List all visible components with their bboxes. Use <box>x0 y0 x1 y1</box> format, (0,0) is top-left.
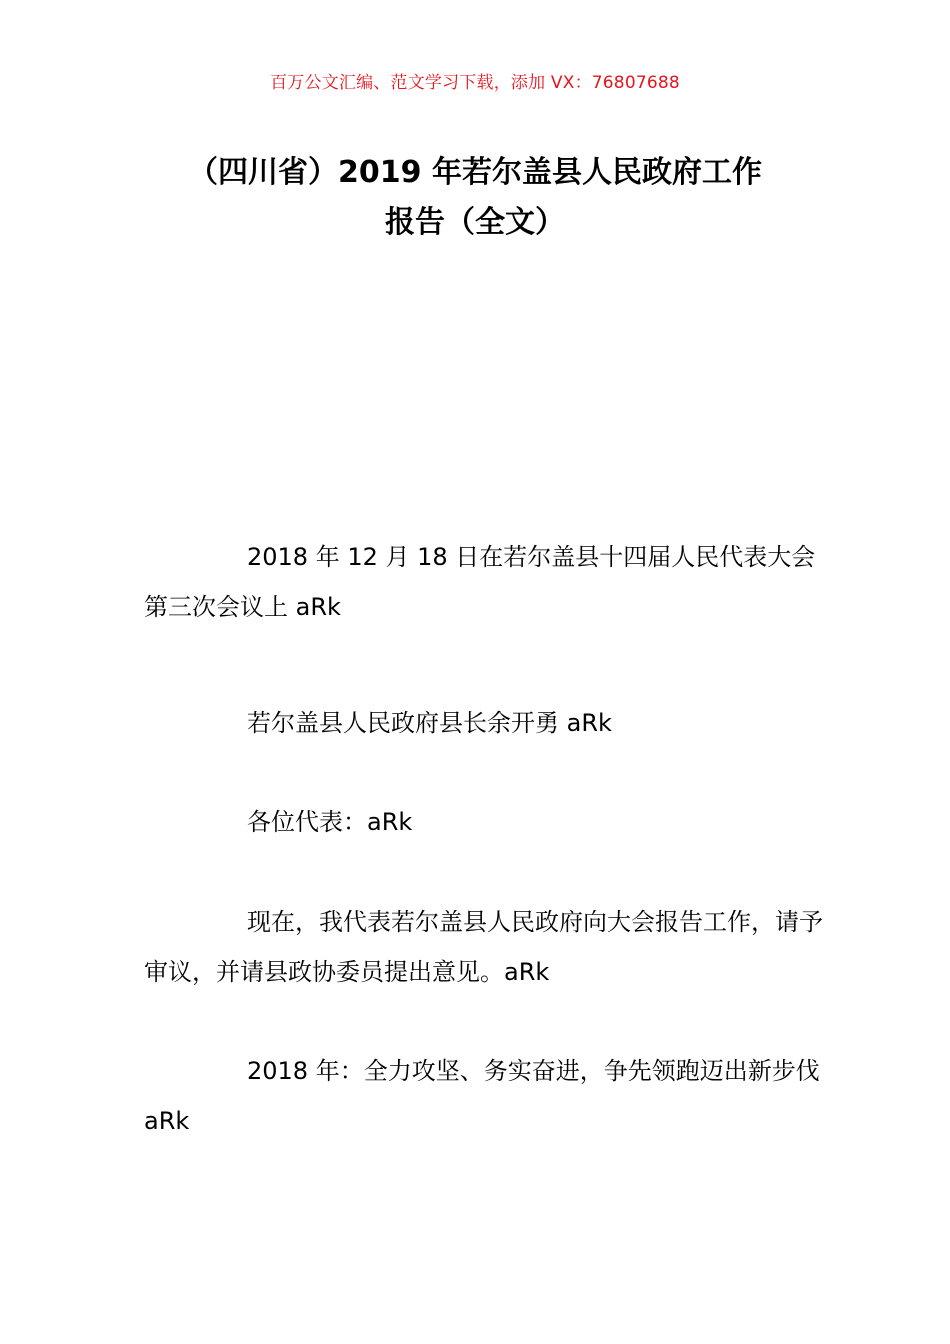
paragraph-speaker: 若尔盖县人民政府县长余开勇 aRk <box>247 709 612 737</box>
title-line-1: （四川省）2019 年若尔盖县人民政府工作 <box>188 155 762 190</box>
paragraph-salutation: 各位代表：aRk <box>247 808 413 836</box>
paragraph-meeting-info: 2018 年 12 月 18 日在若尔盖县十四届人民代表大会第三次会议上 aRk <box>144 543 816 621</box>
paragraph-intro: 现在，我代表若尔盖县人民政府向大会报告工作，请予审议，并请县政协委员提出意见。aRk <box>144 908 823 986</box>
document-title <box>120 148 830 248</box>
title-line-2: 报告（全文） <box>385 205 565 240</box>
watermark-header: 百万公文汇编、范文学习下载，添加 VX：76807688 <box>270 73 680 93</box>
paragraph-section-heading: 2018 年：全力攻坚、务实奋进，争先领跑迈出新步伐 aRk <box>144 1057 820 1135</box>
